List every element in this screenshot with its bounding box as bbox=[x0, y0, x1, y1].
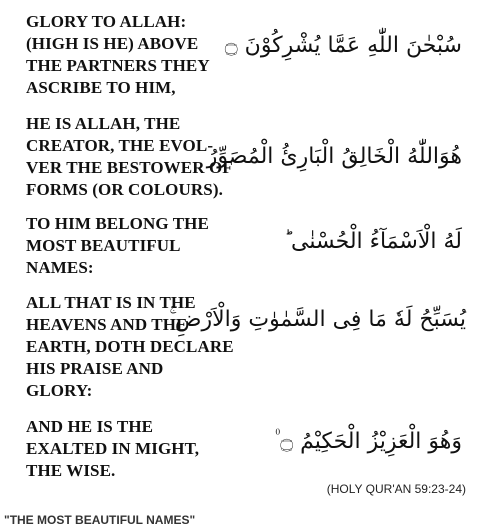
verse-english-praise: ALL THAT IS IN THE HEAVENS AND THE EARTH, DOTH DECLARE HIS PRAISE AND GLORY: bbox=[26, 293, 234, 400]
verse-arabic-glory: سُبْحٰنَ اللّٰهِ عَمَّا يُشْرِكُوْنَ ۝ bbox=[224, 33, 462, 58]
verse-english-glory: GLORY TO ALLAH: (HIGH IS HE) ABOVE THE PARTNERS THEY ASCRIBE TO HIM, bbox=[26, 12, 210, 97]
verse-english-creator: HE IS ALLAH, THE CREATOR, THE EVOL- VER THE BESTOWER OF FORMS (OR COLOURS). bbox=[26, 114, 233, 199]
verse-arabic-exalted: وَهُوَ الْعَزِيْزُ الْحَكِيْمُ ۝ ۠ bbox=[274, 429, 462, 454]
quran-reference: (HOLY QUR'AN 59:23-24) bbox=[326, 482, 466, 496]
verse-arabic-names: لَهُ الْاَسْمَآءُ الْحُسْنٰى ؕ bbox=[284, 229, 462, 254]
verse-english-names: TO HIM BELONG THE MOST BEAUTIFUL NAMES: bbox=[26, 214, 209, 277]
verse-english-exalted: AND HE IS THE EXALTED IN MIGHT, THE WISE. bbox=[26, 417, 200, 480]
cut-off-caption: "THE MOST BEAUTIFUL NAMES" bbox=[4, 513, 196, 527]
verse-arabic-praise: يُسَبِّحُ لَهٗ مَا فِى السَّمٰوٰتِ وَالْاَرْضِ ۚ bbox=[169, 307, 466, 332]
verse-arabic-creator: هُوَاللّٰهُ الْخَالِقُ الْبَارِئُ الْمُصَوِّرُ bbox=[206, 144, 462, 169]
